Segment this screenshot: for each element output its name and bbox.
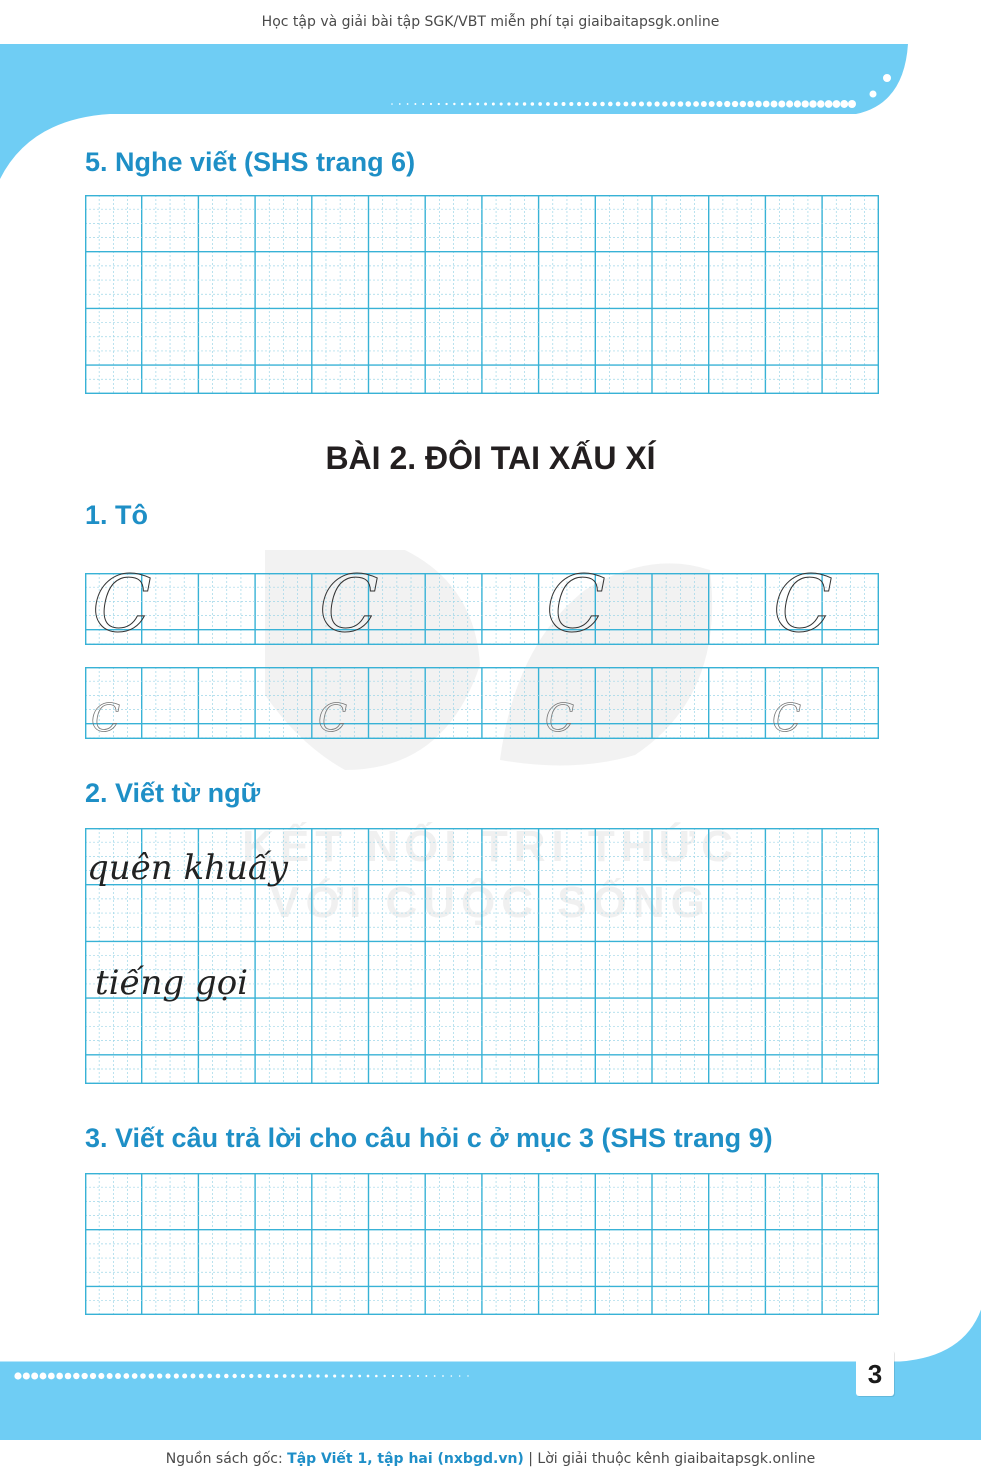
- dictation-grid[interactable]: [85, 195, 879, 394]
- trace-letter-small-2: C: [318, 696, 348, 740]
- trace-letter-large-4: C: [773, 560, 833, 650]
- section-2-heading: 2. Viết từ ngữ: [85, 778, 261, 808]
- bottom-note-suffix: | Lời giải thuộc kênh giaibaitapsgk.online: [523, 1451, 816, 1467]
- lesson-title: BÀI 2. ĐÔI TAI XẤU XÍ: [325, 440, 656, 476]
- trace-letter-small-4: C: [772, 696, 802, 740]
- top-note: Học tập và giải bài tập SGK/VBT miễn phí tại giaibaitapsgk.online: [261, 14, 720, 30]
- trace-letter-large-1: C: [92, 560, 152, 650]
- sample-word-1: quên khuấy: [87, 848, 288, 888]
- watermark-line-1: KẾT NỐI TRI THỨC: [242, 822, 739, 871]
- trace-letter-small-1: C: [91, 696, 121, 740]
- trace-letter-large-2: C: [319, 560, 379, 650]
- watermark-line-2: VỚI CUỘC SỐNG: [270, 878, 711, 927]
- answer-grid[interactable]: [85, 1173, 879, 1315]
- bottom-note: [0, 1451, 981, 1467]
- footer-band: [0, 1300, 981, 1440]
- sample-word-2: tiếng gọi: [95, 963, 249, 1003]
- trace-letter-small-3: C: [545, 696, 575, 740]
- tracing-grid-large[interactable]: [85, 573, 879, 645]
- bottom-note-source: Tập Viết 1, tập hai (nxbgd.vn): [287, 1451, 524, 1467]
- tracing-grid-small[interactable]: [85, 667, 879, 739]
- section-3-heading: 3. Viết câu trả lời cho câu hỏi c ở mục 3 (SHS trang 9): [85, 1123, 773, 1153]
- section-5-heading: 5. Nghe viết (SHS trang 6): [85, 147, 416, 177]
- bottom-note-prefix: Nguồn sách gốc:: [165, 1451, 288, 1467]
- trace-letter-large-3: C: [546, 560, 606, 650]
- section-1-heading: 1. Tô: [85, 500, 149, 530]
- page-number: 3: [856, 1350, 894, 1396]
